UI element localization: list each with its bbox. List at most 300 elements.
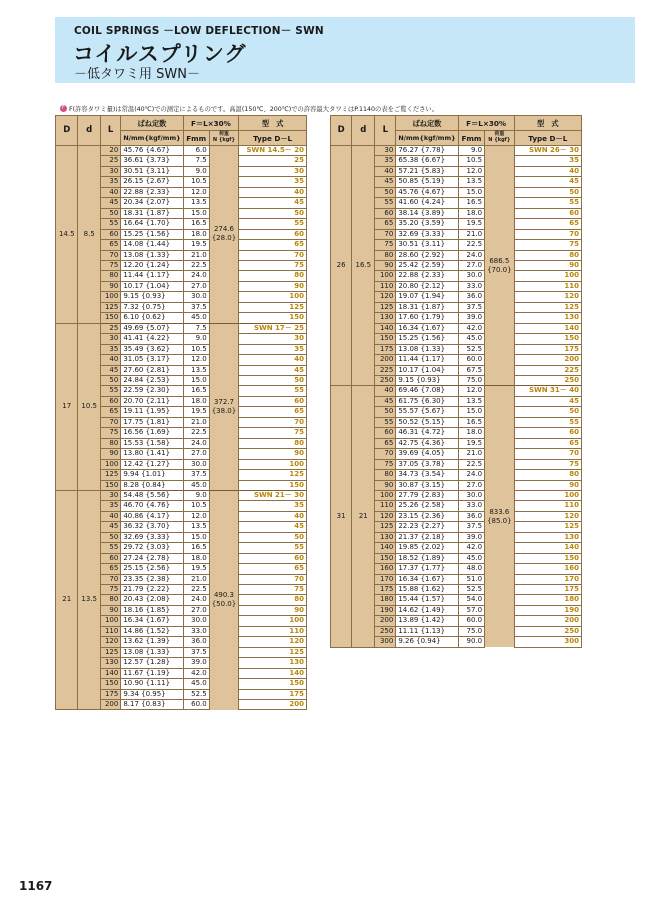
spring-rate: 20.80 {2.12} <box>396 281 458 291</box>
type-length: 50 <box>569 187 579 196</box>
type-length: 55 <box>569 417 579 426</box>
spring-rate: 9.15 {0.93} <box>121 292 183 302</box>
spring-rate: 11.44 {1.17} <box>121 271 183 281</box>
type-code <box>239 156 307 166</box>
type-code <box>514 240 581 250</box>
free-length: 150 <box>100 679 120 689</box>
deflection: 45.0 <box>183 679 209 689</box>
deflection: 19.5 <box>183 240 209 250</box>
free-length: 160 <box>375 564 396 574</box>
free-length: 65 <box>375 438 396 448</box>
type-code <box>239 543 307 553</box>
free-length: 70 <box>100 574 120 584</box>
free-length: 55 <box>375 417 396 427</box>
type-prefix: SWN 31－ <box>529 386 567 395</box>
deflection: 22.5 <box>183 428 209 438</box>
spring-rate: 11.44 {1.17} <box>396 355 458 365</box>
type-length: 30 <box>294 334 304 343</box>
type-code <box>514 543 581 553</box>
free-length: 125 <box>375 522 396 532</box>
coil-inner-diameter: 21 <box>352 386 375 647</box>
deflection: 13.5 <box>183 365 209 375</box>
deflection: 45.0 <box>183 313 209 323</box>
deflection: 27.0 <box>183 449 209 459</box>
type-length: 80 <box>294 271 304 280</box>
deflection: 60.0 <box>458 616 484 626</box>
spring-rate: 15.44 {1.57} <box>396 595 458 605</box>
type-code <box>514 470 581 480</box>
spring-rate: 9.15 {0.93} <box>396 375 458 385</box>
free-length: 55 <box>100 543 120 553</box>
spring-rate: 26.15 {2.67} <box>121 177 183 187</box>
free-length: 45 <box>100 365 120 375</box>
type-length: 75 <box>569 240 579 249</box>
type-code <box>514 198 581 208</box>
deflection: 42.0 <box>458 323 484 333</box>
free-length: 65 <box>100 240 120 250</box>
type-code <box>239 334 307 344</box>
type-code <box>514 229 581 239</box>
type-prefix: SWN 14.5－ <box>246 146 292 154</box>
deflection: 7.5 <box>183 156 209 166</box>
type-code <box>239 365 307 375</box>
deflection: 67.5 <box>458 365 484 375</box>
type-length: 45 <box>569 396 579 405</box>
type-length: 175 <box>289 689 304 698</box>
deflection: 12.0 <box>183 187 209 197</box>
coil-outer-diameter: 26 <box>331 146 352 386</box>
spring-rate: 17.37 {1.77} <box>396 564 458 574</box>
deflection: 21.0 <box>183 250 209 260</box>
deflection: 19.5 <box>458 438 484 448</box>
spring-rate: 13.89 {1.42} <box>396 616 458 626</box>
spring-rate: 11.67 {1.19} <box>121 668 183 678</box>
deflection: 18.0 <box>183 553 209 563</box>
type-code <box>239 208 307 218</box>
free-length: 100 <box>375 490 396 500</box>
free-length: 25 <box>100 156 120 166</box>
coil-inner-diameter: 16.5 <box>352 146 375 386</box>
free-length: 110 <box>375 281 396 291</box>
spring-rate: 38.14 {3.89} <box>396 208 458 218</box>
load-value: 686.5 <box>489 256 510 265</box>
type-length: 125 <box>564 522 579 531</box>
free-length: 125 <box>375 302 396 312</box>
spring-rate: 32.69 {3.33} <box>396 229 458 239</box>
type-prefix: SWN 21－ <box>254 490 292 499</box>
deflection: 37.5 <box>183 302 209 312</box>
free-length: 45 <box>375 177 396 187</box>
spring-rate: 39.69 {4.05} <box>396 449 458 459</box>
deflection: 33.0 <box>183 626 209 636</box>
type-length: 40 <box>569 166 579 175</box>
deflection: 52.5 <box>458 344 484 354</box>
type-length: 150 <box>289 480 304 489</box>
type-length: 40 <box>569 386 579 395</box>
spring-rate: 69.46 {7.08} <box>396 386 458 396</box>
free-length: 90 <box>100 281 120 291</box>
type-code <box>239 146 307 156</box>
type-code <box>514 271 581 281</box>
spring-rate: 18.52 {1.89} <box>396 553 458 563</box>
type-code <box>514 396 581 406</box>
deflection: 9.0 <box>183 490 209 500</box>
type-length: 25 <box>294 323 304 332</box>
free-length: 65 <box>100 407 120 417</box>
type-length: 130 <box>289 658 304 667</box>
type-code <box>514 417 581 427</box>
japanese-title: コイルスプリング <box>73 42 247 66</box>
free-length: 60 <box>100 229 120 239</box>
type-code <box>239 553 307 563</box>
free-length: 190 <box>375 605 396 615</box>
free-length: 25 <box>100 323 120 333</box>
spring-rate: 19.07 {1.94} <box>396 292 458 302</box>
type-code <box>514 375 581 385</box>
deflection: 19.5 <box>183 564 209 574</box>
type-code <box>239 626 307 636</box>
header-deflection: F＝L×30% <box>458 116 514 131</box>
deflection: 16.5 <box>458 198 484 208</box>
deflection: 45.0 <box>458 553 484 563</box>
type-length: 75 <box>569 459 579 468</box>
spring-rate: 65.38 {6.67} <box>396 156 458 166</box>
spring-rate: 25.15 {2.56} <box>121 564 183 574</box>
free-length: 175 <box>375 344 396 354</box>
type-length: 30 <box>294 490 304 499</box>
type-length: 55 <box>294 543 304 552</box>
free-length: 35 <box>375 156 396 166</box>
type-code <box>239 679 307 689</box>
spring-rate: 19.85 {2.02} <box>396 543 458 553</box>
deflection: 19.5 <box>458 219 484 229</box>
spring-rate: 12.57 {1.28} <box>121 658 183 668</box>
type-length: 160 <box>564 564 579 573</box>
info-icon: F <box>60 105 67 112</box>
deflection: 30.0 <box>458 490 484 500</box>
type-code <box>514 511 581 521</box>
coil-inner-diameter: 8.5 <box>78 146 100 324</box>
table-row <box>56 323 307 333</box>
type-code <box>239 574 307 584</box>
free-length: 35 <box>100 344 120 354</box>
type-code <box>239 260 307 270</box>
free-length: 60 <box>100 553 120 563</box>
type-length: 200 <box>564 355 579 364</box>
header-deflection: F＝L×30% <box>183 116 239 131</box>
type-length: 60 <box>294 396 304 405</box>
free-length: 200 <box>375 616 396 626</box>
deflection: 9.0 <box>183 334 209 344</box>
type-length: 175 <box>564 585 579 594</box>
type-length: 150 <box>564 553 579 562</box>
deflection: 22.5 <box>458 459 484 469</box>
free-length: 200 <box>100 700 120 710</box>
coil-outer-diameter: 14.5 <box>56 146 78 324</box>
type-length: 125 <box>289 647 304 656</box>
type-code <box>239 281 307 291</box>
deflection: 36.0 <box>458 511 484 521</box>
free-length: 55 <box>375 198 396 208</box>
free-length: 50 <box>100 375 120 385</box>
free-length: 140 <box>375 543 396 553</box>
free-length: 80 <box>100 271 120 281</box>
type-length: 125 <box>289 302 304 311</box>
type-code <box>514 250 581 260</box>
type-length: 125 <box>564 302 579 311</box>
deflection: 52.5 <box>183 689 209 699</box>
deflection: 15.0 <box>183 208 209 218</box>
type-length: 200 <box>564 616 579 625</box>
type-code <box>514 302 581 312</box>
type-length: 75 <box>294 428 304 437</box>
deflection: 45.0 <box>183 480 209 490</box>
type-code <box>514 260 581 270</box>
type-code <box>239 532 307 542</box>
load-value: 490.3 <box>213 591 234 600</box>
spring-rate: 49.69 {5.07} <box>121 323 183 333</box>
type-length: 250 <box>564 375 579 384</box>
deflection: 9.0 <box>458 146 484 156</box>
deflection: 45.0 <box>458 334 484 344</box>
deflection: 16.5 <box>183 386 209 396</box>
free-length: 125 <box>100 647 120 657</box>
spring-rate: 32.69 {3.33} <box>121 532 183 542</box>
type-length: 70 <box>294 417 304 426</box>
type-code <box>239 637 307 647</box>
type-length: 60 <box>569 208 579 217</box>
free-length: 70 <box>375 229 396 239</box>
spring-rate: 24.84 {2.53} <box>121 375 183 385</box>
deflection: 27.0 <box>183 605 209 615</box>
type-code <box>514 480 581 490</box>
type-code <box>514 313 581 323</box>
type-code <box>239 668 307 678</box>
type-code <box>239 375 307 385</box>
type-length: 55 <box>294 219 304 228</box>
free-length: 90 <box>375 480 396 490</box>
type-code <box>239 585 307 595</box>
type-length: 60 <box>294 229 304 238</box>
type-length: 50 <box>294 375 304 384</box>
spring-rate: 13.62 {1.39} <box>121 637 183 647</box>
free-length: 75 <box>375 459 396 469</box>
deflection: 18.0 <box>458 428 484 438</box>
header-type-sub: Type D－L <box>239 131 307 146</box>
spring-rate: 22.23 {2.27} <box>396 522 458 532</box>
type-length: 45 <box>294 198 304 207</box>
spring-rate: 12.42 {1.27} <box>121 459 183 469</box>
spring-rate: 27.24 {2.78} <box>121 553 183 563</box>
free-length: 50 <box>375 187 396 197</box>
type-length: 75 <box>294 585 304 594</box>
spring-rate: 35.49 {3.62} <box>121 344 183 354</box>
spring-rate: 22.59 {2.30} <box>121 386 183 396</box>
deflection: 30.0 <box>458 271 484 281</box>
type-code <box>514 428 581 438</box>
free-length: 80 <box>100 438 120 448</box>
deflection: 39.0 <box>183 658 209 668</box>
type-length: 90 <box>294 605 304 614</box>
load-kgf: {50.0} <box>211 600 237 609</box>
type-code <box>514 490 581 500</box>
free-length: 70 <box>375 449 396 459</box>
type-length: 250 <box>564 626 579 635</box>
type-code <box>514 532 581 542</box>
deflection: 22.5 <box>183 260 209 270</box>
type-code <box>514 449 581 459</box>
free-length: 75 <box>100 428 120 438</box>
deflection: 18.0 <box>458 208 484 218</box>
deflection: 37.5 <box>183 647 209 657</box>
type-code <box>239 647 307 657</box>
type-code <box>239 323 307 333</box>
spring-rate: 57.21 {5.83} <box>396 166 458 176</box>
type-length: 50 <box>294 532 304 541</box>
spring-rate: 61.75 {6.30} <box>396 396 458 406</box>
free-length: 70 <box>100 417 120 427</box>
type-code <box>239 616 307 626</box>
free-length: 130 <box>100 658 120 668</box>
spring-rate: 16.64 {1.70} <box>121 219 183 229</box>
free-length: 45 <box>375 396 396 406</box>
load-kgf: {85.0} <box>487 516 512 525</box>
deflection: 13.5 <box>458 177 484 187</box>
deflection: 24.0 <box>183 271 209 281</box>
type-code <box>514 281 581 291</box>
spec-table-left <box>55 115 307 710</box>
header-rate-unit: N/mm{kgf/mm} <box>396 131 458 146</box>
type-code <box>514 616 581 626</box>
type-code <box>239 219 307 229</box>
spring-rate: 55.57 {5.67} <box>396 407 458 417</box>
header-d: d <box>78 116 100 146</box>
type-length: 80 <box>294 438 304 447</box>
spring-rate: 23.15 {2.36} <box>396 511 458 521</box>
spring-rate: 35.20 {3.59} <box>396 219 458 229</box>
coil-outer-diameter: 21 <box>56 490 78 710</box>
free-length: 60 <box>375 208 396 218</box>
free-length: 40 <box>375 386 396 396</box>
free-length: 170 <box>375 574 396 584</box>
type-code <box>239 240 307 250</box>
deflection: 10.5 <box>183 344 209 354</box>
deflection: 37.5 <box>183 470 209 480</box>
deflection: 9.0 <box>183 166 209 176</box>
spring-rate: 45.76 {4.67} <box>121 146 183 156</box>
free-length: 90 <box>100 449 120 459</box>
free-length: 75 <box>100 585 120 595</box>
spring-rate: 40.86 {4.17} <box>121 511 183 521</box>
type-code <box>239 344 307 354</box>
deflection: 7.5 <box>183 323 209 333</box>
deflection: 18.0 <box>183 229 209 239</box>
spring-rate: 14.08 {1.44} <box>121 240 183 250</box>
spring-rate: 20.34 {2.07} <box>121 198 183 208</box>
deflection: 16.5 <box>183 543 209 553</box>
free-length: 180 <box>375 595 396 605</box>
deflection: 57.0 <box>458 605 484 615</box>
spring-rate: 30.51 {3.11} <box>121 166 183 176</box>
deflection: 18.0 <box>183 396 209 406</box>
type-code <box>514 334 581 344</box>
type-length: 110 <box>564 501 579 510</box>
deflection: 36.0 <box>458 292 484 302</box>
type-code <box>514 553 581 563</box>
deflection: 21.0 <box>458 229 484 239</box>
type-code <box>514 365 581 375</box>
free-length: 30 <box>100 490 120 500</box>
coil-outer-diameter: 17 <box>56 323 78 490</box>
type-length: 35 <box>569 156 579 165</box>
deflection: 39.0 <box>458 313 484 323</box>
type-length: 90 <box>294 281 304 290</box>
type-length: 65 <box>294 407 304 416</box>
coil-inner-diameter: 10.5 <box>78 323 100 490</box>
type-length: 100 <box>289 292 304 301</box>
deflection: 13.5 <box>183 198 209 208</box>
type-code <box>514 407 581 417</box>
type-length: 75 <box>294 260 304 269</box>
type-code <box>239 438 307 448</box>
spring-rate: 41.60 {4.24} <box>396 198 458 208</box>
deflection: 60.0 <box>458 355 484 365</box>
load-value: 274.6 <box>213 225 234 234</box>
spring-rate: 15.88 {1.62} <box>396 585 458 595</box>
spring-rate: 13.08 {1.33} <box>121 647 183 657</box>
deflection: 13.5 <box>183 522 209 532</box>
header-type: 型 式 <box>514 116 581 131</box>
type-length: 40 <box>294 355 304 364</box>
type-code <box>239 198 307 208</box>
free-length: 60 <box>100 396 120 406</box>
free-length: 80 <box>100 595 120 605</box>
type-length: 110 <box>289 626 304 635</box>
type-prefix: SWN 17－ <box>254 323 292 332</box>
type-code <box>514 344 581 354</box>
type-code <box>239 396 307 406</box>
free-length: 100 <box>100 292 120 302</box>
table-row <box>331 146 582 156</box>
deflection: 12.0 <box>183 511 209 521</box>
deflection: 52.5 <box>458 585 484 595</box>
deflection: 30.0 <box>183 616 209 626</box>
type-code <box>514 438 581 448</box>
type-code <box>514 605 581 615</box>
type-length: 180 <box>564 595 579 604</box>
spring-rate: 13.08 {1.33} <box>121 250 183 260</box>
free-length: 120 <box>375 292 396 302</box>
max-load <box>485 386 515 647</box>
type-length: 40 <box>294 187 304 196</box>
spring-rate: 46.70 {4.76} <box>121 501 183 511</box>
free-length: 40 <box>100 511 120 521</box>
spring-rate: 42.75 {4.36} <box>396 438 458 448</box>
type-length: 80 <box>569 470 579 479</box>
type-length: 35 <box>294 344 304 353</box>
spring-rate: 25.42 {2.59} <box>396 260 458 270</box>
spring-rate: 45.76 {4.67} <box>396 187 458 197</box>
deflection: 27.0 <box>458 260 484 270</box>
type-code <box>239 250 307 260</box>
spring-rate: 18.16 {1.85} <box>121 605 183 615</box>
deflection: 16.5 <box>183 219 209 229</box>
free-length: 125 <box>100 302 120 312</box>
type-length: 55 <box>294 386 304 395</box>
free-length: 45 <box>100 522 120 532</box>
header-load <box>209 131 239 146</box>
spring-rate: 25.26 {2.58} <box>396 501 458 511</box>
